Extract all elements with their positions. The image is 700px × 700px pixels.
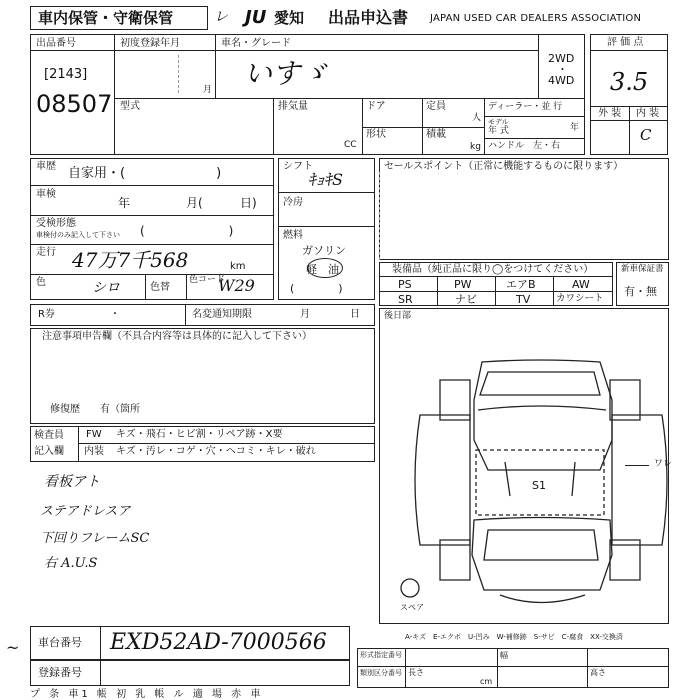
equip-ps: PS <box>398 278 412 291</box>
registration-label: 登録番号 <box>38 666 82 679</box>
width-label: 幅 <box>500 651 508 660</box>
mileage-label: 走行 <box>36 247 56 258</box>
drive-dot: ・ <box>557 63 568 76</box>
damage-legend: A-キズ E-エクボ U-凹み W-補修跡 S-サビ C-腐食 XX-交換済 <box>405 633 623 641</box>
name-change-label: 名変通知期限 <box>192 309 252 320</box>
dimensions-box <box>357 648 669 688</box>
inspection-year: 年 <box>118 196 131 210</box>
exterior-label: 外 装 <box>598 108 622 119</box>
equipment-label: 装備品（純正品に限り◯をつけてください） <box>392 264 594 275</box>
car-name-value: いすゞ <box>244 57 329 90</box>
history-value: 自家用・( ) <box>68 166 222 181</box>
equip-tv: TV <box>516 293 531 306</box>
inspector-exterior-row: キズ・飛石・ヒビ割・リペア跡・X要 <box>116 429 283 440</box>
notes-title: 注意事項申告欄（不具合内容等は具体的に記入して下さい） <box>42 331 312 342</box>
first-reg-month: 月 <box>203 85 213 95</box>
rating-label: 評 価 点 <box>607 37 644 48</box>
warranty-label: 新車保証書 <box>621 264 664 274</box>
interior-label: 内 装 <box>636 108 660 119</box>
equip-airbag: エアB <box>506 278 536 291</box>
fuel-light: 軽 油 <box>306 263 339 276</box>
length-unit: cm <box>480 677 493 686</box>
drive-2wd: 2WD <box>548 52 575 65</box>
model-year-label-1: モデル <box>488 118 509 126</box>
color-code-label: 色コード <box>189 275 226 285</box>
model-year-label-2: 年 式 <box>488 126 509 136</box>
sales-point-label: セールスポイント（正常に機能するものに限ります） <box>384 161 624 172</box>
drive-4wd: 4WD <box>548 74 575 87</box>
displacement-label: 排気量 <box>278 101 308 112</box>
acceptance-note: 車検付のみ記入して下さい <box>36 231 120 239</box>
acceptance-paren: ( ) <box>140 224 234 238</box>
history-label: 車歴 <box>36 161 56 172</box>
category-number-label: 類別区分番号 <box>360 669 402 677</box>
inspector-label-2: 記入欄 <box>34 446 64 457</box>
lot-label: 出品番号 <box>36 38 76 49</box>
color-label: 色 <box>36 277 46 288</box>
load-label: 積載 <box>426 129 446 140</box>
handwritten-note-3: 下回りフレームSC <box>40 531 150 546</box>
storage-check-mark: レ <box>214 9 228 25</box>
rating-score: 3.5 <box>610 68 649 96</box>
handwritten-note-4: 右 A.U.S <box>44 556 98 571</box>
warranty-value: 有・無 <box>624 285 657 298</box>
cooler-label: 冷房 <box>283 197 303 208</box>
equip-sr: SR <box>398 293 413 306</box>
spare-label: スペア <box>400 603 424 612</box>
capacity-label: 定員 <box>426 101 446 112</box>
seat-label: 後日部 <box>384 311 412 321</box>
lot-sub-number: [2143] <box>44 67 88 82</box>
equip-pw: PW <box>454 278 472 291</box>
name-change-day: 日 <box>350 309 360 320</box>
lot-number: 08507 <box>36 90 113 118</box>
org-name: 愛知 <box>274 9 305 27</box>
chassis-label: 車台番号 <box>38 636 82 649</box>
name-change-month: 月 <box>300 309 310 320</box>
doors-label: ドア <box>366 101 386 112</box>
first-reg-label: 初度登録年月 <box>120 38 180 49</box>
damage-mark-s1: S1 <box>532 479 546 492</box>
shape-label: 形状 <box>366 129 386 140</box>
model-label: 型式 <box>120 101 140 112</box>
repair-history: 修復歴 有（箇所 <box>50 404 140 415</box>
ju-logo: JU <box>245 7 267 28</box>
handwritten-tick: ~ <box>6 638 20 657</box>
acceptance-label: 受検形態 <box>36 218 76 229</box>
damage-mark-side: ワレ <box>654 459 673 469</box>
inspector-fw: FW <box>86 429 102 440</box>
mileage-value: 47万7千568 <box>72 248 189 272</box>
equip-navi: ナビ <box>455 293 477 306</box>
inspection-day: 日) <box>240 196 257 210</box>
fuel-paren: ( ) <box>290 282 343 295</box>
year-unit: 年 <box>570 123 580 133</box>
association-name: JAPAN USED CAR DEALERS ASSOCIATION <box>430 13 642 24</box>
handwritten-note-2: ステアドレスア <box>40 504 131 519</box>
cc-unit: CC <box>344 140 357 150</box>
equip-leather-seat: カワシート <box>556 293 604 304</box>
handwritten-note-1: 看板アト <box>44 474 100 490</box>
car-name-label: 車名・グレード <box>221 38 291 49</box>
inspector-int-label: 内装 <box>84 446 104 457</box>
handle-label: ハンドル 左・右 <box>488 141 561 151</box>
kg-unit: kg <box>470 142 481 152</box>
form-title: 出品申込書 <box>328 8 409 27</box>
color-value: シロ <box>92 280 120 296</box>
height-label: 高さ <box>590 668 606 677</box>
inspection-month: 月( <box>186 196 203 210</box>
shift-value: ｷｮｷS <box>308 170 343 189</box>
bottom-row: プ 条 車1 帳 初 乳 帳 ル 適 場 赤 車 <box>30 689 264 700</box>
persons-unit: 人 <box>472 113 482 123</box>
color-change-label: 色替 <box>150 282 170 293</box>
inspector-label-1: 検査員 <box>34 430 64 441</box>
shift-label: シフト <box>283 161 313 172</box>
fuel-value: ガソリン <box>302 244 346 257</box>
recycle-mark: ・ <box>110 309 120 320</box>
interior-grade: C <box>640 126 652 144</box>
storage-label: 車内保管・守衛保管 <box>38 9 174 27</box>
mileage-unit: km <box>230 261 246 272</box>
fuel-label: 燃料 <box>283 230 303 241</box>
chassis-value: EXD52AD-7000566 <box>110 630 327 655</box>
length-label: 長さ <box>408 668 424 677</box>
inspector-interior-row: キズ・汚レ・コゲ・穴・ヘコミ・キレ・破れ <box>116 446 316 457</box>
recycle-label: R券 <box>38 309 55 320</box>
inspection-label: 車検 <box>36 189 56 200</box>
dealer-label: ディーラー・並 行 <box>488 102 563 112</box>
model-designation-label: 形式指定番号 <box>360 651 402 659</box>
color-code-value: W29 <box>218 276 255 295</box>
equip-aw: AW <box>572 278 590 291</box>
